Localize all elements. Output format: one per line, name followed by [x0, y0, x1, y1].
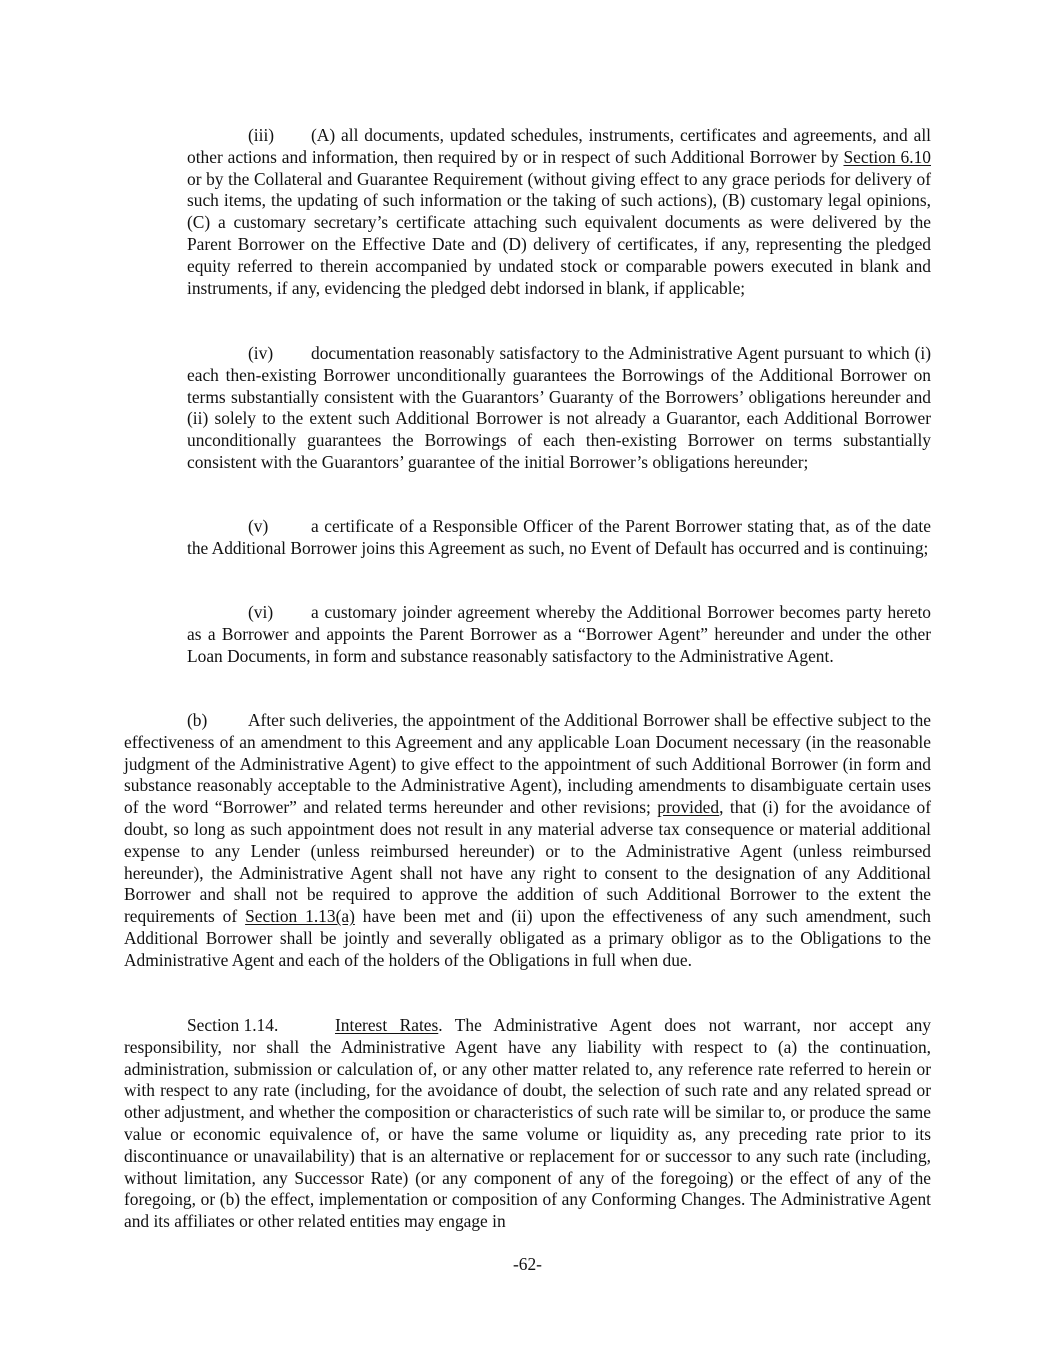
- section-heading: Interest Rates: [335, 1015, 439, 1035]
- paragraph-iv: [187, 343, 931, 474]
- section-reference: Section 1.13(a): [245, 906, 355, 927]
- page-number: -62-: [513, 1254, 542, 1274]
- paragraph-number: (iii): [248, 125, 275, 145]
- section-text: . The Administrative Agent does not warrant, nor accept any responsibility, nor shall the Administrative Agent have any liability with respect to (a) the continuation, administration, submission or calculation of, or any other matter related to, any reference rate referred to herein or with respect to any rate (including, for the avoidance of doubt, the selection of such rate and any related spread or other adjustment, and whether the composition or characteristics of such rate will be similar to, or produce the same value or economic equivalence of, or have the same volume or liquidity as, any preceding rate prior to its discontinuance or unavailability) that is an alternative or replacement for or successor to any such rate (including, without limitation, any Successor Rate) (or any component of any of the foregoing) or the effect of any of the foregoing, or (b) the effect, implementation or composition of any Conforming Changes. The Administrative Agent and its affiliates or other related entities may engage in: [124, 1015, 931, 1232]
- section-1-14: [124, 1015, 931, 1233]
- paragraph-number: (vi): [248, 602, 274, 622]
- paragraph-v: [187, 516, 931, 560]
- paragraph-text: documentation reasonably satisfactory to the Administrative Agent pursuant to which (i) each then-existing Borrower unconditionally guarantees the Borrowings of the Additional Borrower on terms substantially consistent with the Guarantors’ Guaranty of the Borrowers’ obligations hereunder and (ii) solely to the extent such Additional Borrower is not already a Guarantor, each Additional Borrower unconditionally guarantees the Borrowings of each then-existing Borrower on terms substantially consistent with the Guarantors’ guarantee of the initial Borrower’s obligations hereunder;: [187, 343, 931, 472]
- paragraph-number: (b): [187, 710, 208, 730]
- paragraph-text: a customary joinder agreement whereby the Additional Borrower becomes party hereto as a Borrower and appoints the Parent Borrower as a “Borrower Agent” hereunder and under the other Loan Documents, in form and substance reasonably satisfactory to the Administrative Agent.: [187, 602, 931, 666]
- paragraph-iii: [187, 125, 931, 299]
- section-number: Section 1.14.: [187, 1015, 279, 1035]
- paragraph-text: After such deliveries, the appointment of the Additional Borrower shall be effective subject to the effectiveness of an amendment to this Agreement and any applicable Loan Document necessary (in the reasonable judgment of the Administrative Agent) to give effect to the appointment of such Additional Borrower (in form and substance reasonably acceptable to the Administrative Agent), including amendments to disambiguate certain uses of the word “Borrower” and related terms hereunder and other revisions;: [124, 710, 931, 818]
- paragraph-text: a certificate of a Responsible Officer of the Parent Borrower stating that, as of the date the Additional Borrower joins this Agreement as such, no Event of Default has occurred and is continuing;: [187, 516, 931, 558]
- section-reference: Section 6.10: [843, 146, 931, 167]
- paragraph-number: (iv): [248, 343, 274, 363]
- provided-term: provided: [657, 797, 720, 818]
- paragraph-text: , that (i) for the avoidance of doubt, so long as such appointment does not result in any material adverse tax consequence or material additional expense to any Lender (unless reimbursed hereunder) or to the Administrative Agent (unless reimbursed hereunder), the Administrative Agent shall not have any right to consent to the designation of any Additional Borrower and shall not be required to approve the addition of such Additional Borrower to the extent the requirements of: [124, 797, 931, 927]
- paragraph-number: (v): [248, 516, 269, 536]
- paragraph-text: have been met and (ii) upon the effectiveness of any such amendment, such Additional Borrower shall be jointly and severally obligated as a primary obligor as to the Obligations to the Administrative Agent and each of the holders of the Obligations in full when due.: [124, 906, 932, 970]
- paragraph-b: [124, 710, 931, 972]
- paragraph-vi: [187, 602, 931, 667]
- paragraph-text: or by the Collateral and Guarantee Requirement (without giving effect to any grace periods for delivery of such items, the updating of such information or the taking of such actions), (B) customary legal opinions, (C) a customary secretary’s certificate attaching such equivalent documents as were delivered by the Parent Borrower on the Effective Date and (D) delivery of certificates, if any, representing the pledged equity referred to therein accompanied by undated stock or comparable powers executed in blank and instruments, if any, evidencing the pledged debt indorsed in blank, if applicable;: [187, 168, 931, 298]
- paragraph-text: (A) all documents, updated schedules, instruments, certificates and agreements, and all other actions and information, then required by or in respect of such Additional Borrower by: [187, 125, 931, 167]
